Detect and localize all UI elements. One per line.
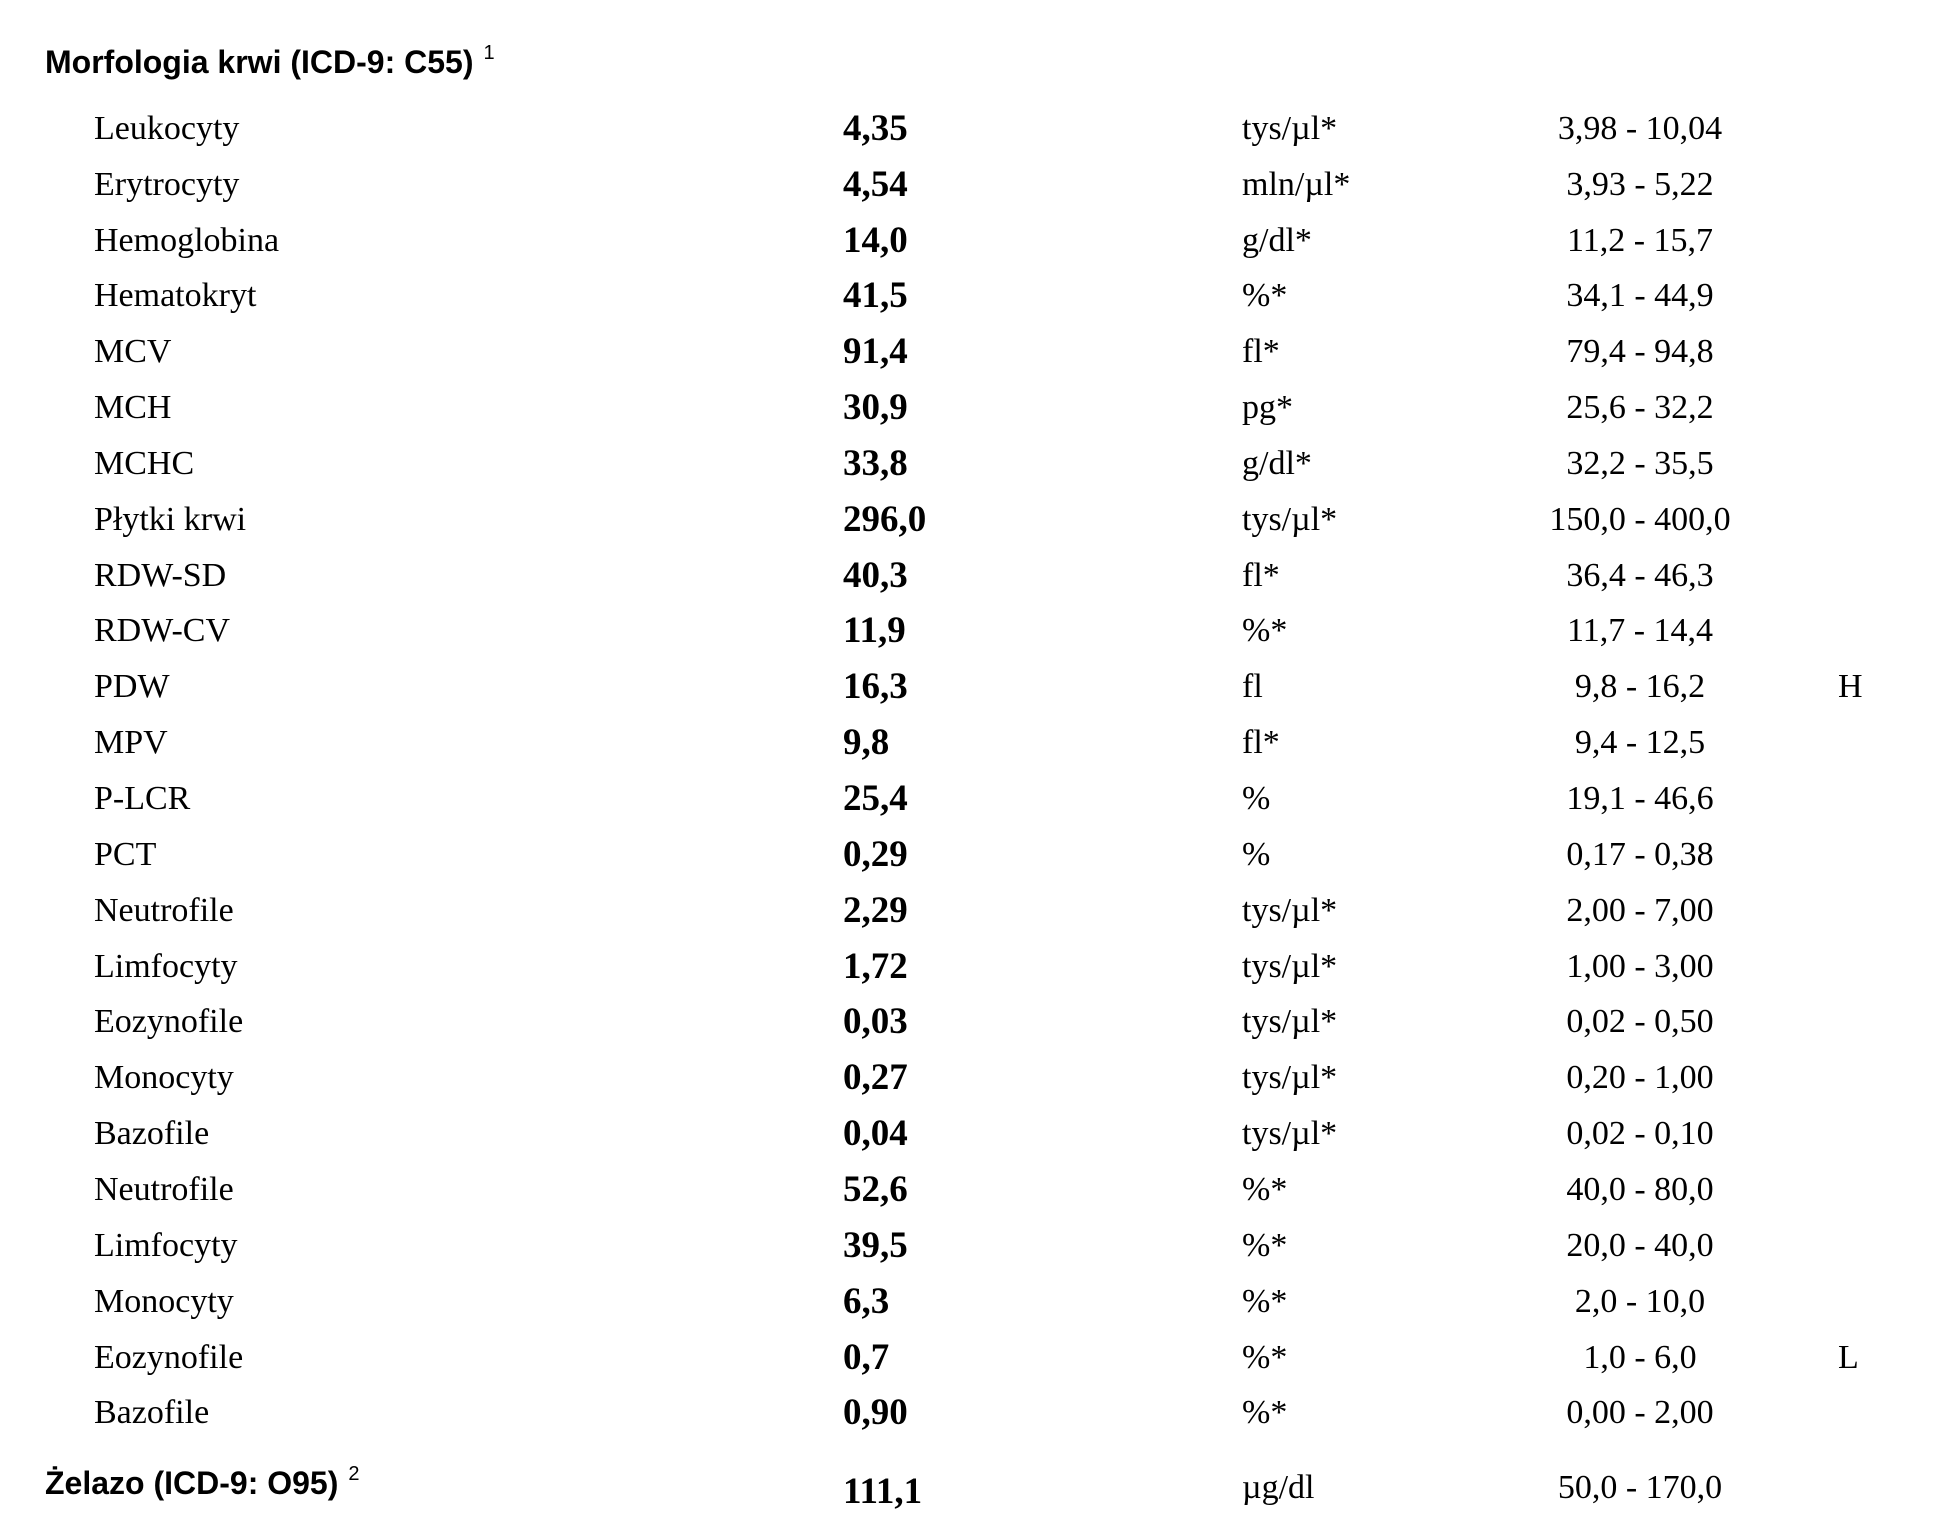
test-value: 4,35 xyxy=(843,108,908,149)
test-value: 4,54 xyxy=(843,164,908,205)
test-unit: %* xyxy=(1242,612,1288,649)
result-row xyxy=(0,268,1948,324)
abnormal-flag: H xyxy=(1838,668,1863,705)
result-row xyxy=(0,1218,1948,1274)
test-value: 0,27 xyxy=(843,1057,908,1098)
test-value: 41,5 xyxy=(843,275,908,316)
result-row xyxy=(0,492,1948,548)
result-row xyxy=(0,659,1948,715)
reference-range: 20,0 - 40,0 xyxy=(1566,1227,1714,1264)
test-unit: pg* xyxy=(1242,389,1293,426)
reference-range: 150,0 - 400,0 xyxy=(1549,501,1731,538)
result-row xyxy=(0,1330,1948,1386)
test-value: 0,29 xyxy=(843,834,908,875)
test-name: Monocyty xyxy=(94,1059,234,1096)
reference-range: 2,0 - 10,0 xyxy=(1574,1283,1706,1320)
test-value: 9,8 xyxy=(843,722,890,763)
test-name: Neutrofile xyxy=(94,1171,234,1208)
result-row xyxy=(0,213,1948,269)
test-unit: %* xyxy=(1242,1171,1288,1208)
test-name: Limfocyty xyxy=(94,948,238,985)
test-name: PDW xyxy=(94,668,170,705)
test-unit: mln/µl* xyxy=(1242,166,1351,203)
test-unit: µg/dl xyxy=(1242,1469,1315,1506)
test-unit: tys/µl* xyxy=(1242,1115,1338,1152)
test-name: Bazofile xyxy=(94,1115,210,1152)
result-row xyxy=(0,1106,1948,1162)
test-name: Erytrocyty xyxy=(94,166,240,203)
test-value: 11,9 xyxy=(843,610,906,651)
result-row xyxy=(0,939,1948,995)
test-unit: fl* xyxy=(1242,333,1280,370)
result-row xyxy=(0,827,1948,883)
footnote-marker: 2 xyxy=(348,1463,360,1485)
test-unit: fl xyxy=(1242,668,1263,705)
test-value: 14,0 xyxy=(843,220,908,261)
test-name: Limfocyty xyxy=(94,1227,238,1264)
test-name: MCHC xyxy=(94,445,195,482)
reference-range: 50,0 - 170,0 xyxy=(1557,1469,1723,1506)
reference-range: 32,2 - 35,5 xyxy=(1566,445,1714,482)
test-value: 2,29 xyxy=(843,890,908,931)
test-unit: fl* xyxy=(1242,724,1280,761)
test-value: 0,7 xyxy=(843,1337,890,1378)
reference-range: 11,7 - 14,4 xyxy=(1566,612,1714,649)
reference-range: 9,8 - 16,2 xyxy=(1574,668,1706,705)
test-value: 0,90 xyxy=(843,1392,908,1433)
test-name: RDW-CV xyxy=(94,612,230,649)
reference-range: 0,00 - 2,00 xyxy=(1566,1394,1714,1431)
test-name: MPV xyxy=(94,724,168,761)
test-name: P-LCR xyxy=(94,780,191,817)
reference-range: 0,02 - 0,50 xyxy=(1566,1003,1714,1040)
reference-range: 0,20 - 1,00 xyxy=(1566,1059,1714,1096)
reference-range: 11,2 - 15,7 xyxy=(1566,222,1714,259)
test-unit: %* xyxy=(1242,277,1288,314)
test-unit: tys/µl* xyxy=(1242,110,1338,147)
test-name: Eozynofile xyxy=(94,1339,244,1376)
result-row xyxy=(0,1274,1948,1330)
test-unit: %* xyxy=(1242,1227,1288,1264)
result-row xyxy=(0,883,1948,939)
test-unit: tys/µl* xyxy=(1242,1003,1338,1040)
test-unit: %* xyxy=(1242,1339,1288,1376)
result-row xyxy=(0,101,1948,157)
result-row xyxy=(0,715,1948,771)
result-row-zelazo xyxy=(0,1460,1948,1516)
test-name: Monocyty xyxy=(94,1283,234,1320)
reference-range: 36,4 - 46,3 xyxy=(1566,557,1714,594)
test-value: 0,04 xyxy=(843,1113,908,1154)
result-row xyxy=(0,1050,1948,1106)
result-row xyxy=(0,157,1948,213)
reference-range: 40,0 - 80,0 xyxy=(1566,1171,1714,1208)
test-name: Neutrofile xyxy=(94,892,234,929)
test-value: 0,03 xyxy=(843,1001,908,1042)
test-unit: g/dl* xyxy=(1242,445,1312,482)
test-unit: %* xyxy=(1242,1283,1288,1320)
result-row xyxy=(0,994,1948,1050)
reference-range: 34,1 - 44,9 xyxy=(1566,277,1714,314)
section-title-morfologia xyxy=(45,44,495,81)
reference-range: 1,0 - 6,0 xyxy=(1583,1339,1697,1376)
reference-range: 3,93 - 5,22 xyxy=(1566,166,1714,203)
test-value: 52,6 xyxy=(843,1169,908,1210)
test-value: 39,5 xyxy=(843,1225,908,1266)
result-row xyxy=(0,603,1948,659)
section-title-text: Żelazo (ICD-9: O95) xyxy=(45,1465,339,1501)
test-value: 25,4 xyxy=(843,778,908,819)
test-value: 1,72 xyxy=(843,946,908,987)
abnormal-flag: L xyxy=(1838,1339,1859,1376)
test-unit: g/dl* xyxy=(1242,222,1312,259)
reference-range: 25,6 - 32,2 xyxy=(1566,389,1714,426)
test-unit: tys/µl* xyxy=(1242,1059,1338,1096)
test-unit: tys/µl* xyxy=(1242,892,1338,929)
reference-range: 3,98 - 10,04 xyxy=(1557,110,1723,147)
result-row xyxy=(0,1385,1948,1441)
result-row xyxy=(0,548,1948,604)
test-value: 16,3 xyxy=(843,666,908,707)
result-row xyxy=(0,771,1948,827)
test-value: 111,1 xyxy=(843,1471,923,1512)
reference-range: 2,00 - 7,00 xyxy=(1566,892,1714,929)
test-name: PCT xyxy=(94,836,157,873)
test-value: 33,8 xyxy=(843,443,908,484)
test-name: Leukocyty xyxy=(94,110,240,147)
test-name: Hematokryt xyxy=(94,277,257,314)
result-row xyxy=(0,436,1948,492)
section-title-text: Morfologia krwi (ICD-9: C55) xyxy=(45,44,474,80)
test-value: 91,4 xyxy=(843,331,908,372)
test-unit: % xyxy=(1242,780,1271,817)
test-name: RDW-SD xyxy=(94,557,227,594)
test-unit: tys/µl* xyxy=(1242,501,1338,538)
test-value: 40,3 xyxy=(843,555,908,596)
result-row xyxy=(0,324,1948,380)
test-name: Eozynofile xyxy=(94,1003,244,1040)
footnote-marker: 1 xyxy=(483,42,495,64)
result-row xyxy=(0,1162,1948,1218)
test-name: Płytki krwi xyxy=(94,501,247,538)
reference-range: 9,4 - 12,5 xyxy=(1574,724,1706,761)
test-value: 296,0 xyxy=(843,499,927,540)
test-unit: % xyxy=(1242,836,1271,873)
test-name: MCV xyxy=(94,333,172,370)
reference-range: 19,1 - 46,6 xyxy=(1566,780,1714,817)
test-unit: tys/µl* xyxy=(1242,948,1338,985)
test-name: MCH xyxy=(94,389,172,426)
test-name: Bazofile xyxy=(94,1394,210,1431)
reference-range: 1,00 - 3,00 xyxy=(1566,948,1714,985)
reference-range: 0,02 - 0,10 xyxy=(1566,1115,1714,1152)
reference-range: 79,4 - 94,8 xyxy=(1566,333,1714,370)
test-value: 6,3 xyxy=(843,1281,890,1322)
test-value: 30,9 xyxy=(843,387,908,428)
test-name: Hemoglobina xyxy=(94,222,280,259)
reference-range: 0,17 - 0,38 xyxy=(1566,836,1714,873)
result-row xyxy=(0,380,1948,436)
test-unit: %* xyxy=(1242,1394,1288,1431)
test-unit: fl* xyxy=(1242,557,1280,594)
